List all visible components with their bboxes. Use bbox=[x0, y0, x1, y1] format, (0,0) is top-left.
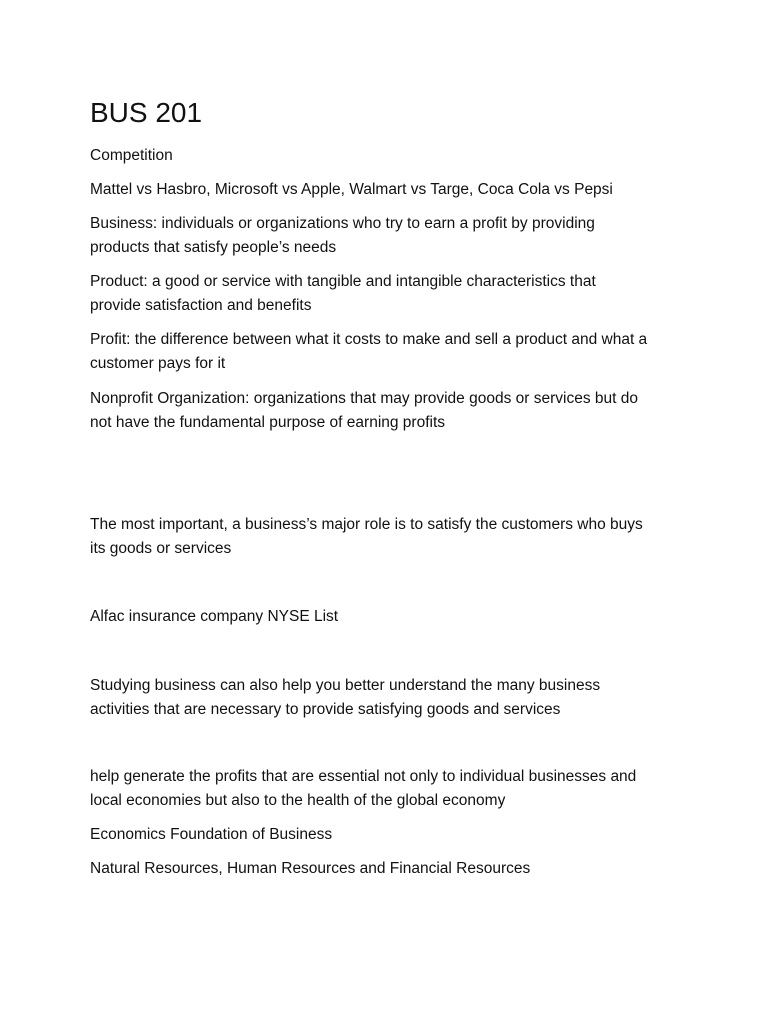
paragraph-alfac: Alfac insurance company NYSE List bbox=[90, 608, 339, 625]
paragraph-competitors: Mattel vs Hasbro, Microsoft vs Apple, Walmart vs Targe, Coca Cola vs Pepsi bbox=[90, 181, 613, 198]
paragraph-business-definition: Business: individuals or organizations who try to earn a profit by providing products that satisfy people’s needs bbox=[90, 215, 595, 256]
paragraph-product-definition: Product: a good or service with tangible and intangible characteristics that provide satisfaction and benefits bbox=[90, 273, 596, 314]
paragraph-business-role: The most important, a business’s major role is to satisfy the customers who buys its goods or services bbox=[90, 516, 643, 557]
document-title: BUS 201 bbox=[90, 97, 203, 128]
paragraph-resources: Natural Resources, Human Resources and Financial Resources bbox=[90, 860, 531, 877]
paragraph-profit-definition: Profit: the difference between what it costs to make and sell a product and what a customer pays for it bbox=[90, 331, 648, 372]
paragraph-nonprofit-definition: Nonprofit Organization: organizations that may provide goods or services but do not have the fundamental purpose of earning profits bbox=[90, 390, 638, 431]
paragraph-economics-foundation: Economics Foundation of Business bbox=[90, 826, 333, 843]
paragraph-competition: Competition bbox=[90, 147, 173, 164]
paragraph-generate-profits: help generate the profits that are essential not only to individual businesses and local economies but also to the health of the global economy bbox=[90, 768, 637, 809]
paragraph-studying-business: Studying business can also help you better understand the many business activities that are necessary to provide satisfying goods and services bbox=[90, 677, 601, 718]
